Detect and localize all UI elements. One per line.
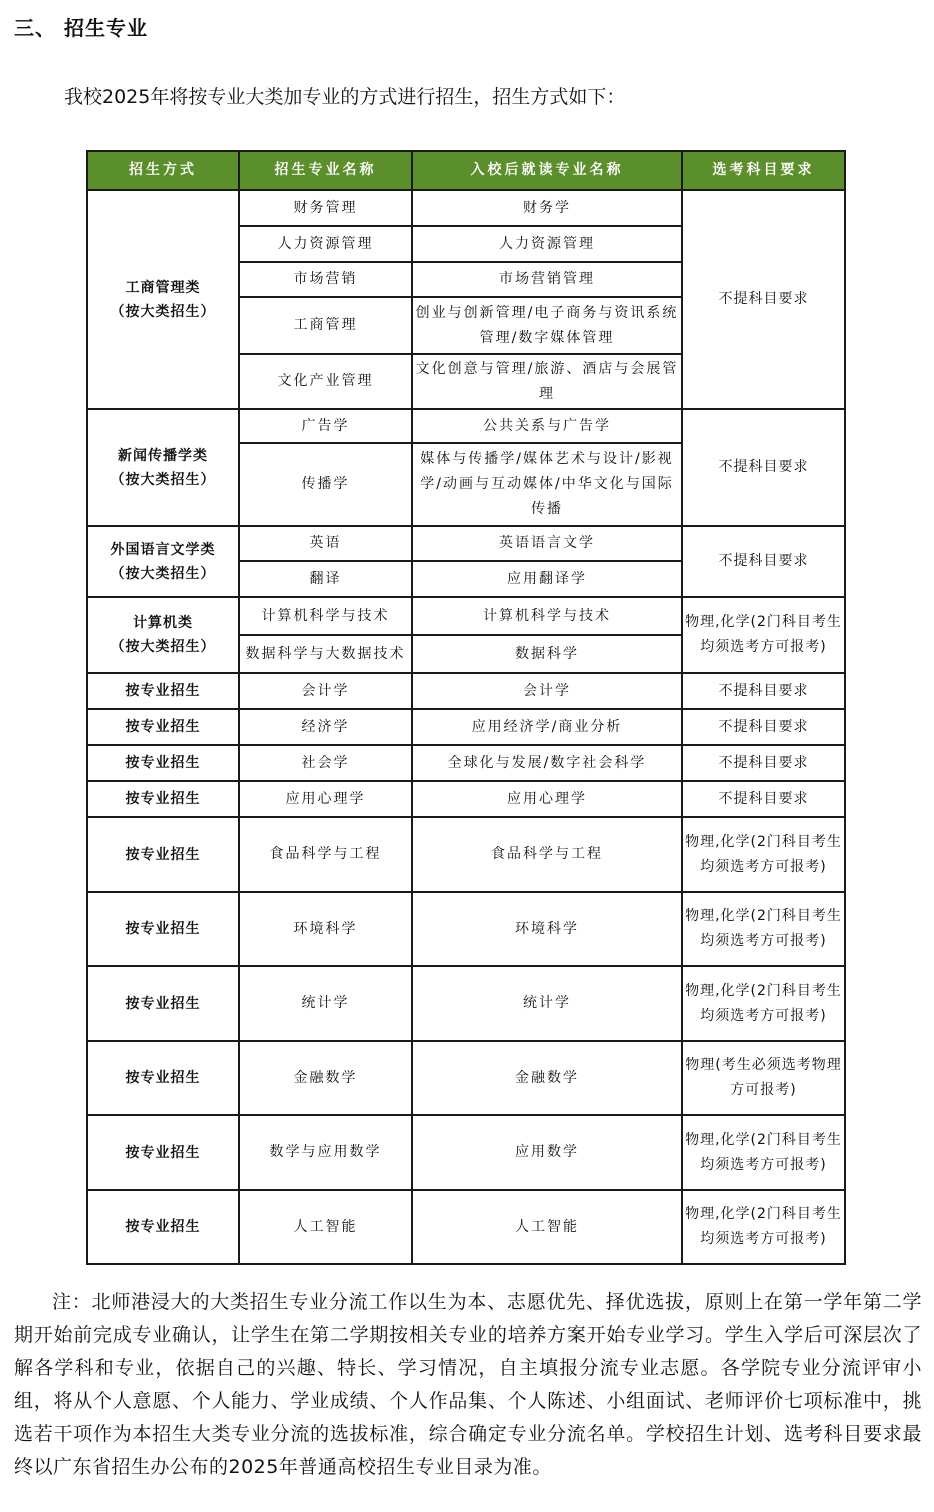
table-row: [87, 892, 845, 966]
admission-method-line: 计算机类: [133, 615, 193, 631]
major-name-cell: 数学与应用数学: [239, 1115, 412, 1190]
table-row: [87, 817, 845, 892]
subject-requirement-cell: 不提科目要求: [682, 673, 845, 709]
table-row: [87, 966, 845, 1041]
study-major-cell: 环境科学: [412, 892, 682, 966]
subject-requirement-cell: 不提科目要求: [682, 190, 845, 409]
study-major-cell: 全球化与发展/数字社会科学: [412, 745, 682, 781]
admission-method-line: （按大类招生）: [110, 639, 216, 655]
admission-method-cell: [87, 190, 239, 409]
subject-requirement-cell: 物理(考生必须选考物理方可报考): [682, 1041, 845, 1115]
subject-requirement-cell: 不提科目要求: [682, 409, 845, 526]
admission-method-cell: [87, 966, 239, 1041]
study-major-cell: 应用翻译学: [412, 561, 682, 597]
study-major-cell: 数据科学: [412, 635, 682, 673]
major-name-cell: 环境科学: [239, 892, 412, 966]
header-major: 招生专业名称: [239, 151, 412, 190]
table-row: [87, 709, 845, 745]
subject-requirement-cell: 物理,化学(2门科目考生均须选考方可报考): [682, 1190, 845, 1264]
study-major-cell: 人工智能: [412, 1190, 682, 1264]
admission-method-line: 工商管理类: [125, 279, 201, 296]
study-major-cell: 人力资源管理: [412, 226, 682, 262]
subject-requirement-cell: 物理,化学(2门科目考生均须选考方可报考): [682, 817, 845, 892]
admission-method-cell: [87, 597, 239, 673]
table-row: [87, 409, 845, 443]
admission-method-cell: [87, 673, 239, 709]
admission-method-cell: [87, 817, 239, 892]
admission-method-cell: [87, 1041, 239, 1115]
study-major-cell: 财务学: [412, 190, 682, 226]
major-name-cell: 人力资源管理: [239, 226, 412, 262]
major-name-cell: 经济学: [239, 709, 412, 745]
study-major-cell: 食品科学与工程: [412, 817, 682, 892]
admission-method-cell: [87, 409, 239, 526]
subject-requirement-cell: 物理,化学(2门科目考生均须选考方可报考): [682, 597, 845, 673]
admission-method-cell: [87, 709, 239, 745]
major-name-cell: 翻译: [239, 561, 412, 597]
header-study: 入校后就读专业名称: [412, 151, 682, 190]
table-row: [87, 190, 845, 226]
admission-method-cell: [87, 526, 239, 597]
table-row: [87, 1190, 845, 1264]
admission-method-line: 按专业招生: [125, 995, 201, 1012]
table-row: [87, 597, 845, 635]
admission-method-line: （按大类招生）: [110, 471, 216, 488]
admission-method-cell: [87, 781, 239, 817]
subject-requirement-cell: 不提科目要求: [682, 781, 845, 817]
table-header-row: [87, 151, 845, 190]
admission-method-cell: [87, 1190, 239, 1264]
study-major-cell: 创业与创新管理/电子商务与资讯系统管理/数字媒体管理: [412, 297, 682, 354]
admission-method-line: （按大类招生）: [110, 303, 216, 320]
major-name-cell: 广告学: [239, 409, 412, 443]
study-major-cell: 公共关系与广告学: [412, 409, 682, 443]
study-major-cell: 金融数学: [412, 1041, 682, 1115]
study-major-cell: 应用心理学: [412, 781, 682, 817]
table-body: [87, 190, 845, 1264]
subject-requirement-cell: 不提科目要求: [682, 709, 845, 745]
major-name-cell: 会计学: [239, 673, 412, 709]
admission-method-cell: [87, 745, 239, 781]
admission-method-cell: [87, 892, 239, 966]
subject-requirement-cell: 物理,化学(2门科目考生均须选考方可报考): [682, 892, 845, 966]
study-major-cell: 应用数学: [412, 1115, 682, 1190]
section-heading: 三、 招生专业: [14, 16, 148, 40]
study-major-cell: 计算机科学与技术: [412, 597, 682, 635]
admission-method-line: 外国语言文学类: [110, 541, 216, 558]
study-major-cell: 市场营销管理: [412, 262, 682, 297]
major-name-cell: 英语: [239, 526, 412, 561]
study-major-cell: 应用经济学/商业分析: [412, 709, 682, 745]
admission-method-line: 按专业招生: [125, 921, 201, 937]
header-method: 招生方式: [87, 151, 239, 190]
note-paragraph: 注：北师港浸大的大类招生专业分流工作以生为本、志愿优先、择优选拔，原则上在第一学年第二学期开始前完成专业确认，让学生在第二学期按相关专业的培养方案开始专业学习。学生入学后可深层次了解各学科和专业，依据自己的兴趣、特长、学习情况，自主填报分流专业志愿。各学院专业分流评审小组，将从个人意愿、个人能力、学业成绩、个人作品集、个人陈述、小组面试、老师评价七项标准中，挑选若干项作为本招生大类专业分流的选拔标准，综合确定专业分流名单。学校招生计划、选考科目要求最终以广东省招生办公布的2025年普通高校招生专业目录为准。: [14, 1291, 922, 1478]
major-name-cell: 社会学: [239, 745, 412, 781]
major-name-cell: 统计学: [239, 966, 412, 1041]
header-requirement: 选考科目要求: [682, 151, 845, 190]
major-name-cell: 市场营销: [239, 262, 412, 297]
major-name-cell: 食品科学与工程: [239, 817, 412, 892]
subject-requirement-cell: 不提科目要求: [682, 526, 845, 597]
major-name-cell: 应用心理学: [239, 781, 412, 817]
admission-method-line: 按专业招生: [125, 791, 201, 807]
table-row: [87, 1041, 845, 1115]
table-row: [87, 781, 845, 817]
table-row: [87, 1115, 845, 1190]
admission-method-line: 按专业招生: [125, 683, 201, 699]
subject-requirement-cell: 物理,化学(2门科目考生均须选考方可报考): [682, 966, 845, 1041]
admission-table: [86, 150, 846, 1265]
subject-requirement-cell: 不提科目要求: [682, 745, 845, 781]
admission-method-line: 按专业招生: [125, 755, 201, 771]
admission-method-line: 新闻传播学类: [118, 447, 208, 464]
admission-method-line: 按专业招生: [125, 719, 201, 735]
admission-method-line: 按专业招生: [125, 1219, 201, 1235]
study-major-cell: 英语语言文学: [412, 526, 682, 561]
admission-method-line: 按专业招生: [125, 1144, 201, 1161]
study-major-cell: 媒体与传播学/媒体艺术与设计/影视学/动画与互动媒体/中华文化与国际传播: [412, 443, 682, 526]
major-name-cell: 工商管理: [239, 297, 412, 354]
table-row: [87, 526, 845, 561]
admission-method-cell: [87, 1115, 239, 1190]
admission-method-line: （按大类招生）: [110, 565, 216, 582]
study-major-cell: 统计学: [412, 966, 682, 1041]
major-name-cell: 金融数学: [239, 1041, 412, 1115]
table-row: [87, 745, 845, 781]
study-major-cell: 文化创意与管理/旅游、酒店与会展管理: [412, 354, 682, 409]
intro-text: 我校2025年将按专业大类加专业的方式进行招生，招生方式如下：: [64, 86, 626, 108]
study-major-cell: 会计学: [412, 673, 682, 709]
admission-method-line: 按专业招生: [125, 1070, 201, 1086]
major-name-cell: 财务管理: [239, 190, 412, 226]
table-row: [87, 673, 845, 709]
admission-method-line: 按专业招生: [125, 846, 201, 863]
major-name-cell: 计算机科学与技术: [239, 597, 412, 635]
major-name-cell: 人工智能: [239, 1190, 412, 1264]
major-name-cell: 文化产业管理: [239, 354, 412, 409]
major-name-cell: 数据科学与大数据技术: [239, 635, 412, 673]
subject-requirement-cell: 物理,化学(2门科目考生均须选考方可报考): [682, 1115, 845, 1190]
major-name-cell: 传播学: [239, 443, 412, 526]
